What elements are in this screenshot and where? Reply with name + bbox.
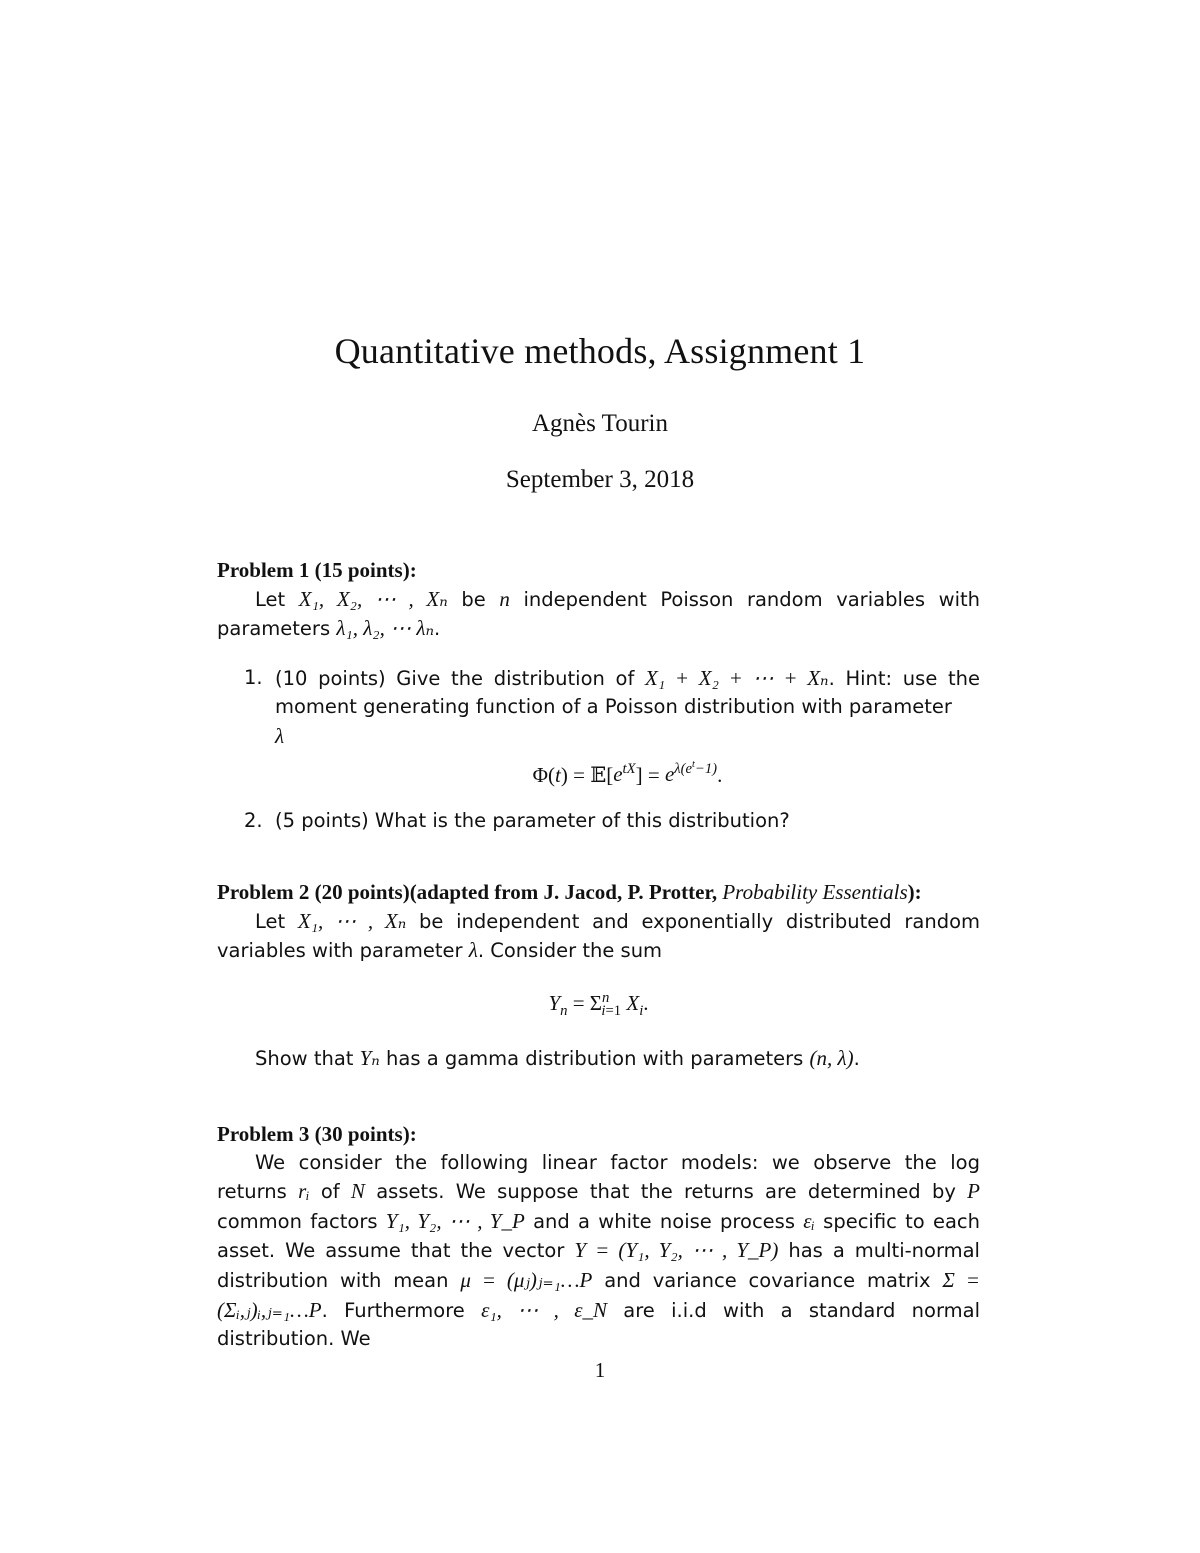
p3-ri: rᵢ xyxy=(298,1179,310,1204)
problem-2-intro-text: Let xyxy=(255,909,298,933)
problem-2-lambda: λ xyxy=(468,938,478,963)
problem-1-item-1 xyxy=(217,664,980,789)
p3-factors: Y₁, Y₂, ⋯ , Y_P xyxy=(385,1208,525,1233)
p3-text-i: . Furthermore xyxy=(321,1298,482,1322)
problem-1-intro-end: . xyxy=(433,617,441,641)
problem-2-heading xyxy=(217,878,980,907)
problem-3-heading: Problem 3 (30 points): xyxy=(217,1122,417,1146)
problem-1-intro xyxy=(217,585,980,644)
problem-2-intro xyxy=(217,907,980,966)
p3-text-b: of xyxy=(309,1180,351,1204)
problem-1-variables: X₁, X₂, ⋯ , Xₙ xyxy=(298,586,448,611)
problem-1-list xyxy=(217,664,980,836)
p3-text-h: and variance covariance matrix xyxy=(592,1268,943,1292)
p3-text-c: assets. We suppose that the returns are determined by xyxy=(364,1180,968,1204)
item-1-lambda: λ xyxy=(275,723,285,748)
document-date: September 3, 2018 xyxy=(505,466,695,493)
item-1-formula: $\Phi(t) = 𝔼[e^{tX}] = e^{\lambda(e^t-1)}$. xyxy=(532,759,723,787)
problem-3-text xyxy=(217,1149,980,1354)
page-number: 1 xyxy=(594,1358,606,1382)
problem-1-intro-text-b: be xyxy=(447,587,500,611)
item-1-hint: . Hint: use the moment generating function of a Poisson distribution with parameter xyxy=(275,666,981,719)
problem-2 xyxy=(217,878,980,1073)
problem-2-book-title: Probability Essentials xyxy=(722,880,908,904)
document-title: Quantitative methods, Assignment 1 xyxy=(334,331,866,371)
p3-text-d: common factors xyxy=(217,1209,386,1233)
problem-3 xyxy=(217,1120,980,1354)
p3-vector: Y = (Y₁, Y₂, ⋯ , Y_P) xyxy=(574,1238,779,1263)
document-author: Agnès Tourin xyxy=(532,410,668,437)
problem-2-intro-text-b: be independent and exponentially distributed random variables with parameter xyxy=(217,909,980,963)
item-number: 1. xyxy=(244,665,263,689)
p3-mean: μ = (μⱼ)ⱼ₌₁…P xyxy=(460,1267,593,1292)
problem-1-n: n xyxy=(499,586,510,611)
p3-P: P xyxy=(967,1179,980,1204)
problem-1-parameters: λ₁, λ₂, ⋯ λₙ xyxy=(336,616,434,641)
p3-eps-list: ε₁, ⋯ , ε_N xyxy=(481,1297,607,1322)
item-2-text: (5 points) What is the parameter of this distribution? xyxy=(275,809,790,833)
problem-1-item-2 xyxy=(217,807,980,836)
problem-2-show xyxy=(217,1044,980,1074)
problem-1-intro-text-c: independent Poisson random variables with parameters xyxy=(217,587,980,641)
problem-2-show-text: Show that xyxy=(255,1046,360,1070)
p3-N: N xyxy=(350,1179,365,1204)
problem-2-params: (n, λ) xyxy=(809,1045,854,1070)
item-number: 2. xyxy=(244,809,263,833)
p3-cov: Σ = (Σᵢ,ⱼ)ᵢ,ⱼ₌₁…P xyxy=(217,1267,980,1322)
problem-2-variables: X₁, ⋯ , Xₙ xyxy=(297,908,407,933)
problem-2-formula: $Y_n = \Sigma^n_{i=1}$ $X_i$. xyxy=(548,989,649,1019)
problem-2-show-end: . xyxy=(853,1046,860,1070)
problem-1-intro-text: Let xyxy=(255,587,299,611)
p3-eps-i: εᵢ xyxy=(803,1208,815,1233)
item-1-sum: X₁ + X₂ + ⋯ + Xₙ xyxy=(645,665,829,690)
p3-text-e: and a white noise process xyxy=(524,1209,804,1233)
problem-2-intro-text-c: . Consider the sum xyxy=(477,939,663,963)
item-1-text: (10 points) Give the distribution of xyxy=(275,666,646,690)
p3-text-a: We consider the following linear factor models: we observe the log returns xyxy=(217,1150,980,1204)
problem-2-show-text-b: has a gamma distribution with parameters xyxy=(379,1046,810,1070)
problem-2-heading-text: Problem 2 (20 points)(adapted from J. Jacod, P. Protter, xyxy=(217,880,723,904)
problem-1-heading: Problem 1 (15 points): xyxy=(217,558,417,582)
problem-2-heading-end: ): xyxy=(907,880,922,904)
problem-1 xyxy=(217,556,980,836)
p3-text-g: has a multi-normal distribution with mean xyxy=(217,1239,980,1292)
p3-text-f: specific to each asset. We assume that the vector xyxy=(217,1209,980,1263)
problem-2-yn: Yₙ xyxy=(359,1045,380,1070)
p3-text-j: are i.i.d with a standard normal distribution. We xyxy=(217,1298,981,1351)
